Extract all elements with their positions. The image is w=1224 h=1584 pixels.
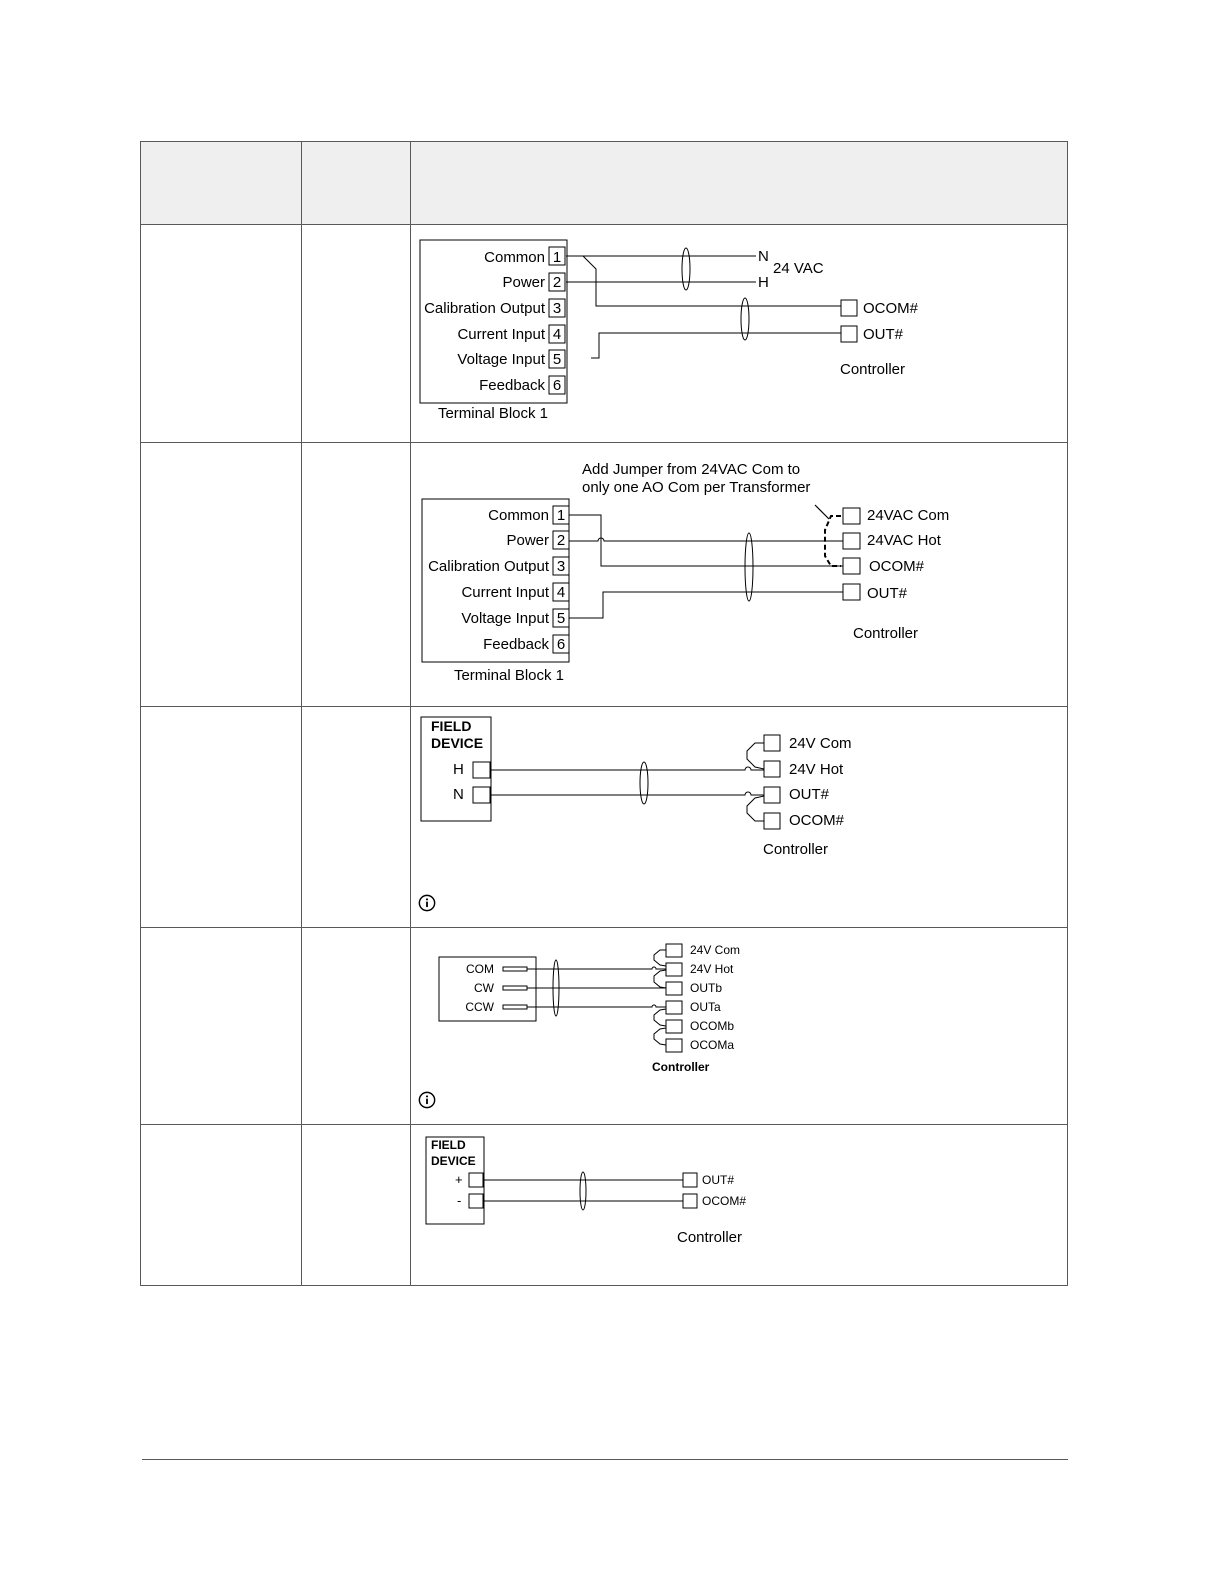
row-cell-2 [302, 1125, 411, 1286]
supply-voltage-label: 24 VAC [773, 260, 824, 277]
controller-terminal-label: OCOMb [690, 1019, 735, 1033]
terminal-number: 2 [557, 532, 566, 549]
controller-terminal-label: 24V Com [690, 943, 741, 957]
terminal-number: 1 [553, 249, 562, 266]
header-cell-1 [141, 142, 302, 225]
controller-terminal-label: OCOM# [869, 558, 925, 575]
device-label: FIELD [431, 1138, 466, 1152]
header-cell-3 [411, 142, 1068, 225]
controller-terminal-label: OUTb [690, 981, 723, 995]
terminal-label: Current Input [457, 326, 546, 343]
device-terminal-label: N [453, 786, 465, 803]
header-cell-2 [302, 142, 411, 225]
table-row [141, 1125, 1068, 1286]
controller-label: Controller [652, 1060, 710, 1074]
controller-terminal-label: OCOM# [789, 812, 845, 829]
controller-label: Controller [853, 625, 919, 642]
device-label: DEVICE [431, 735, 484, 751]
table-row [141, 443, 1068, 707]
hot-label: H [758, 274, 770, 291]
controller-terminal-label: 24V Hot [789, 761, 844, 778]
wiring-diagram-cell-1 [411, 225, 1068, 443]
row-cell-1 [141, 225, 302, 443]
wiring-diagram-cell-5 [411, 1125, 1068, 1286]
terminal-number: 6 [553, 377, 562, 394]
controller-terminal-label: OUT# [863, 326, 904, 343]
controller-label: Controller [763, 841, 829, 858]
row-cell-1 [141, 1125, 302, 1286]
neutral-label: N [758, 248, 770, 265]
wiring-diagram-5 [411, 1125, 1067, 1285]
device-terminal-label: + [455, 1172, 463, 1187]
controller-terminal-label: OUT# [867, 585, 908, 602]
info-icon [418, 894, 436, 912]
controller-terminal-label: 24VAC Hot [867, 532, 942, 549]
terminal-label: Voltage Input [461, 610, 550, 627]
wiring-diagram-2 [411, 443, 1067, 706]
footer-divider [142, 1459, 1068, 1460]
terminal-number: 5 [553, 351, 562, 368]
terminal-number: 2 [553, 274, 562, 291]
device-terminal-label: COM [466, 962, 495, 976]
row-cell-2 [302, 225, 411, 443]
device-terminal-label: CW [474, 981, 495, 995]
terminal-number: 6 [557, 636, 566, 653]
device-terminal-label: H [453, 761, 465, 778]
terminal-number: 4 [557, 584, 566, 601]
jumper-note: only one AO Com per Transformer [582, 479, 811, 496]
jumper-note: Add Jumper from 24VAC Com to [582, 461, 801, 478]
controller-terminal-label: OCOMa [690, 1038, 735, 1052]
device-label: DEVICE [431, 1154, 476, 1168]
row-cell-1 [141, 707, 302, 928]
wiring-diagram-1 [411, 225, 1067, 442]
terminal-label: Power [502, 274, 546, 291]
controller-label: Controller [840, 361, 906, 378]
row-cell-2 [302, 707, 411, 928]
row-cell-2 [302, 443, 411, 707]
terminal-number: 5 [557, 610, 566, 627]
table-row [141, 225, 1068, 443]
terminal-label: Common [484, 249, 546, 266]
controller-terminal-label: 24V Com [789, 735, 852, 752]
wiring-table [140, 141, 1068, 1286]
table-row [141, 707, 1068, 928]
row-cell-1 [141, 928, 302, 1125]
controller-terminal-label: OUT# [702, 1173, 735, 1187]
terminal-number: 3 [557, 558, 566, 575]
terminal-label: Feedback [479, 377, 546, 394]
device-terminal-label: - [457, 1193, 462, 1208]
wiring-diagram-cell-2 [411, 443, 1068, 707]
terminal-label: Calibration Output [424, 300, 546, 317]
controller-terminal-label: 24V Hot [690, 962, 734, 976]
terminal-label: Power [506, 532, 550, 549]
terminal-label: Common [488, 507, 550, 524]
controller-label: Controller [677, 1229, 743, 1246]
terminal-block-caption: Terminal Block 1 [438, 405, 549, 422]
device-terminal-label: CCW [465, 1000, 495, 1014]
terminal-label: Current Input [461, 584, 550, 601]
wiring-diagram-3 [411, 707, 1067, 897]
row-cell-2 [302, 928, 411, 1125]
terminal-block-caption: Terminal Block 1 [454, 667, 565, 684]
wiring-diagram-cell-3 [411, 707, 1068, 928]
wiring-diagram-cell-4 [411, 928, 1068, 1125]
table-header-row [141, 142, 1068, 225]
row-cell-1 [141, 443, 302, 707]
info-icon [418, 1091, 436, 1109]
terminal-label: Feedback [483, 636, 550, 653]
terminal-label: Calibration Output [428, 558, 550, 575]
terminal-number: 1 [557, 507, 566, 524]
terminal-label: Voltage Input [457, 351, 546, 368]
controller-terminal-label: OCOM# [863, 300, 919, 317]
controller-terminal-label: OUT# [789, 786, 830, 803]
controller-terminal-label: 24VAC Com [867, 507, 950, 524]
controller-terminal-label: OCOM# [702, 1194, 747, 1208]
wiring-diagram-4 [411, 928, 1067, 1088]
controller-terminal-label: OUTa [690, 1000, 721, 1014]
device-label: FIELD [431, 718, 472, 734]
terminal-number: 3 [553, 300, 562, 317]
terminal-number: 4 [553, 326, 562, 343]
table-row [141, 928, 1068, 1125]
